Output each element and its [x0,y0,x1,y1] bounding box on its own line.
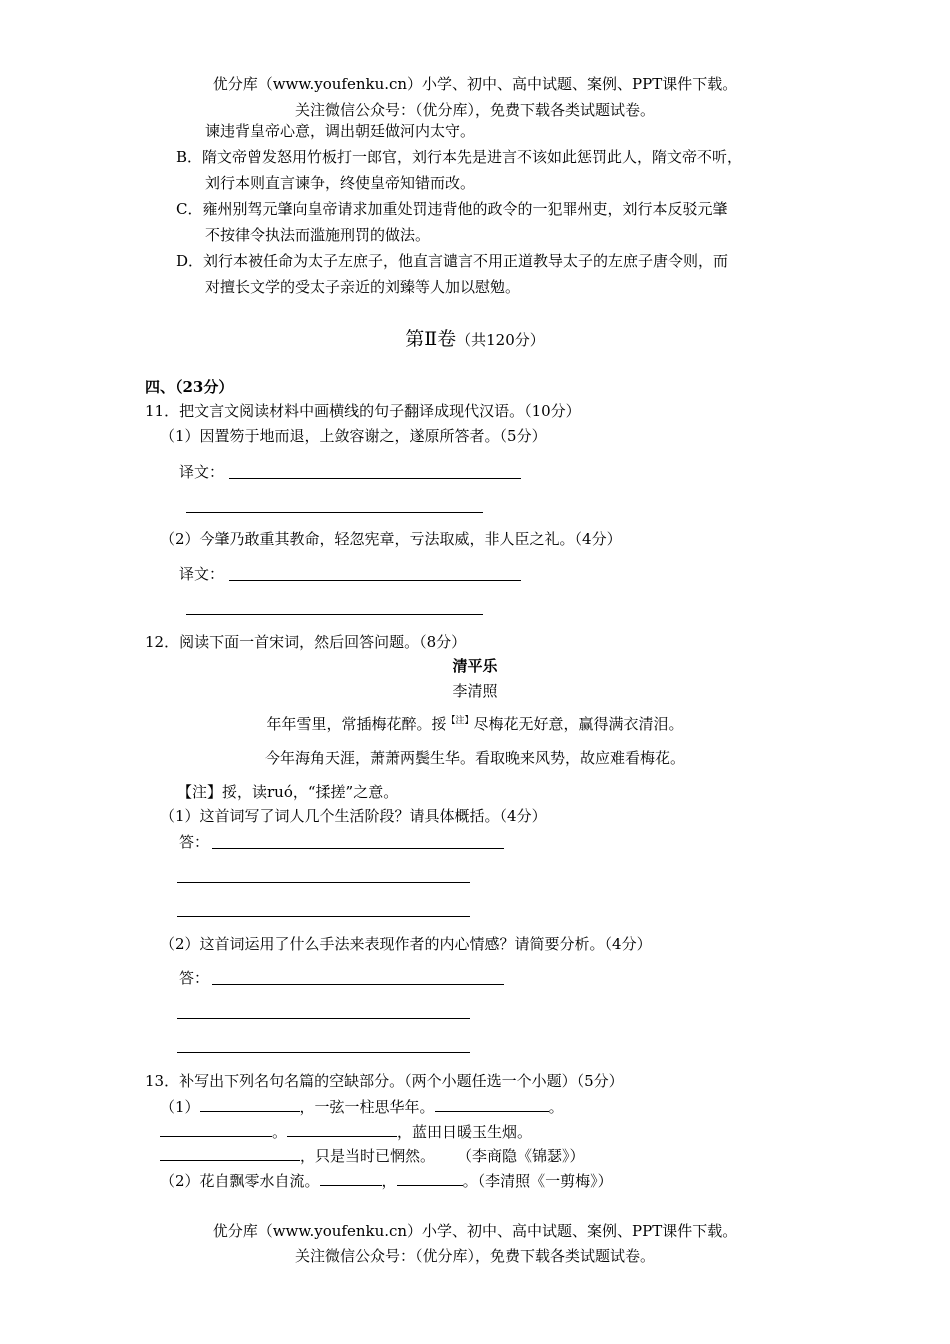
q13-blank-4[interactable] [287,1121,397,1137]
q12-stem: 12．阅读下面一首宋词，然后回答问题。（8分） [145,633,467,651]
option-d-line-1: D．刘行本被任命为太子左庶子，他直言谴言不用正道教导太子的左庶子唐令则，而 [176,252,729,270]
q13-line-2-mid: 。 [272,1123,288,1141]
part-two-title [0,326,950,353]
q11-sub2-label: 译文： [179,565,225,583]
q12-sub2: （2）这首词运用了什么手法来表现作者的内心情感？请简要分析。（4分） [160,935,652,953]
q13-blank-1[interactable] [200,1096,300,1112]
option-b-line-1: B．隋文帝曾发怒用竹板打一郎官，刘行本先是进言不该如此惩罚此人，隋文帝不听， [176,148,743,166]
q11-sub1-answer-line-1[interactable] [229,478,521,479]
q12-sub1-answer-line-1[interactable] [212,848,504,849]
poem-note: 【注】挼，读ruó，“揉搓”之意。 [177,783,399,801]
option-c-line-2: 不按律令执法而滥施刑罚的做法。 [205,226,431,244]
q13-blank-3[interactable] [160,1121,272,1137]
q13-line-4-end: 。（李清照《一剪梅》） [462,1172,613,1190]
q13-line-4 [160,1170,613,1191]
q11-sub2-answer-line-1[interactable] [229,580,521,581]
option-a-continuation: 谏违背皇帝心意，调出朝廷做河内太守。 [205,122,476,140]
q13-blank-7[interactable] [397,1170,463,1186]
q11-sub1-answer-line-2[interactable] [186,512,483,513]
poem-note-mark: 【注】 [446,716,474,726]
q13-line-3 [160,1145,585,1166]
option-b-line-2: 刘行本则直言谏争，终使皇帝知错而改。 [205,174,476,192]
q13-line-2-end: ，蓝田日暖玉生烟。 [397,1123,533,1141]
q13-line-3-source: （李商隐《锦瑟》） [457,1147,585,1165]
q12-sub2-answer-line-2[interactable] [177,1018,470,1019]
poem-author: 李清照 [452,682,498,700]
poem-title: 清平乐 [452,657,498,675]
q13-line-1-prefix: （1） [160,1098,200,1116]
option-c-line-1: C．雍州别驾元肇向皇帝请求加重处罚违背他的政令的一犯罪州吏，刘行本反驳元肇 [176,200,728,218]
q13-blank-2[interactable] [435,1096,549,1112]
poem-line-1-a: 年年雪里，常插梅花醉。挼 [266,715,447,733]
part-two-score: （共120分） [456,331,545,349]
q13-blank-6[interactable] [320,1170,382,1186]
q12-sub2-answer-label: 答： [179,969,210,987]
part-two-title-text: 第Ⅱ卷 [405,328,457,350]
header-line-1: 优分库（www.youfenku.cn）小学、初中、高中试题、案例、PPT课件下载。 [212,75,738,93]
q13-line-4-mid: ， [381,1172,397,1190]
section-four-heading: 四、（23分） [145,378,234,396]
q13-line-1 [160,1096,564,1117]
q11-sub1-label: 译文： [179,463,225,481]
q11-sub1: （1）因置笏于地而退，上敛容谢之，遂原所答者。（5分） [160,427,547,445]
poem-line-1-b: 尽梅花无好意，赢得满衣清泪。 [473,715,684,733]
option-d-line-2: 对擅长文学的受太子亲近的刘臻等人加以慰勉。 [205,278,521,296]
q13-line-2 [160,1121,532,1142]
q13-line-1-end: 。 [548,1098,564,1116]
q12-sub2-answer-line-1[interactable] [212,984,504,985]
q13-blank-5[interactable] [160,1145,300,1161]
q12-sub1-answer-label: 答： [179,833,210,851]
q11-sub2-answer-line-2[interactable] [186,614,483,615]
footer-line-1: 优分库（www.youfenku.cn）小学、初中、高中试题、案例、PPT课件下载。 [212,1222,738,1240]
header-line-2: 关注微信公众号：（优分库），免费下载各类试题试卷。 [294,101,655,119]
q12-sub1-answer-line-3[interactable] [177,916,470,917]
q11-sub2: （2）今肇乃敢重其教命，轻忽宪章，亏法取威，非人臣之礼。（4分） [160,530,622,548]
q12-sub2-answer-line-3[interactable] [177,1052,470,1053]
q13-stem: 13．补写出下列名句名篇的空缺部分。（两个小题任选一个小题）（5分） [145,1072,624,1090]
poem-line-2: 今年海角天涯，萧萧两鬓生华。看取晚来风势，故应难看梅花。 [264,749,685,767]
poem-line-1 [0,714,950,734]
q13-line-1-mid: ，一弦一柱思华年。 [299,1098,435,1116]
q12-sub1-answer-line-2[interactable] [177,882,470,883]
q11-stem: 11．把文言文阅读材料中画横线的句子翻译成现代汉语。（10分） [145,402,581,420]
q13-line-3-text: ，只是当时已惘然。 [300,1147,436,1165]
footer-line-2: 关注微信公众号：（优分库），免费下载各类试题试卷。 [294,1247,655,1265]
q13-line-4-prefix: （2）花自飘零水自流。 [160,1172,320,1190]
q12-sub1: （1）这首词写了词人几个生活阶段？请具体概括。（4分） [160,807,547,825]
